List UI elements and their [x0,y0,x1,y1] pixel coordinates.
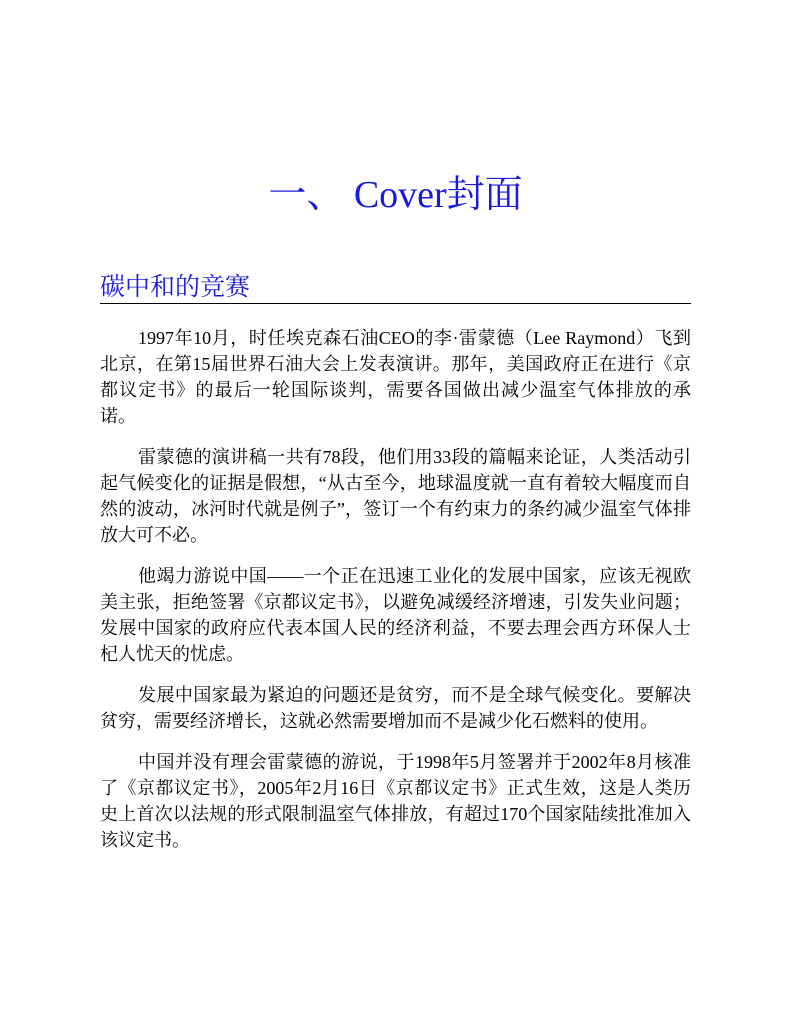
body-text [100,325,691,868]
paragraph-4: 发展中国家最为紧迫的问题还是贫穷，而不是全球气候变化。要解决贫穷，需要经济增长，这就必然需要增加而不是减少化石燃料的使用。 [100,685,691,731]
paragraph-3: 他竭力游说中国——一个正在迅速工业化的发展中国家，应该无视欧美主张，拒绝签署《京都议定书》，以避免减缓经济增速，引发失业问题；发展中国家的政府应代表本国人民的经济利益，不要去理会西方环保人士杞人忧天的忧虑。 [100,566,691,664]
paragraph-2: 雷蒙德的演讲稿一共有78段，他们用33段的篇幅来论证，人类活动引起气候变化的证据是假想，“从古至今，地球温度就一直有着较大幅度而自然的波动，冰河时代就是例子”，签订一个有约束力的条约减少温室气体排放大可不必。 [100,447,691,545]
section-heading: 碳中和的竞赛 [100,270,691,304]
paragraph-5: 中国并没有理会雷蒙德的游说，于1998年5月签署并于2002年8月核准了《京都议定书》，2005年2月16日《京都议定书》正式生效，这是人类历史上首次以法规的形式限制温室气体排放，有超过170个国家陆续批准加入该议定书。 [100,752,691,850]
page-title: 一、 Cover封面 [268,174,523,216]
paragraph-1: 1997年10月，时任埃克森石油CEO的李·雷蒙德（Lee Raymond）飞到北京，在第15届世界石油大会上发表演讲。那年，美国政府正在进行《京都议定书》的最后一轮国际谈判，需要各国做出减少温室气体排放的承诺。 [100,328,691,426]
